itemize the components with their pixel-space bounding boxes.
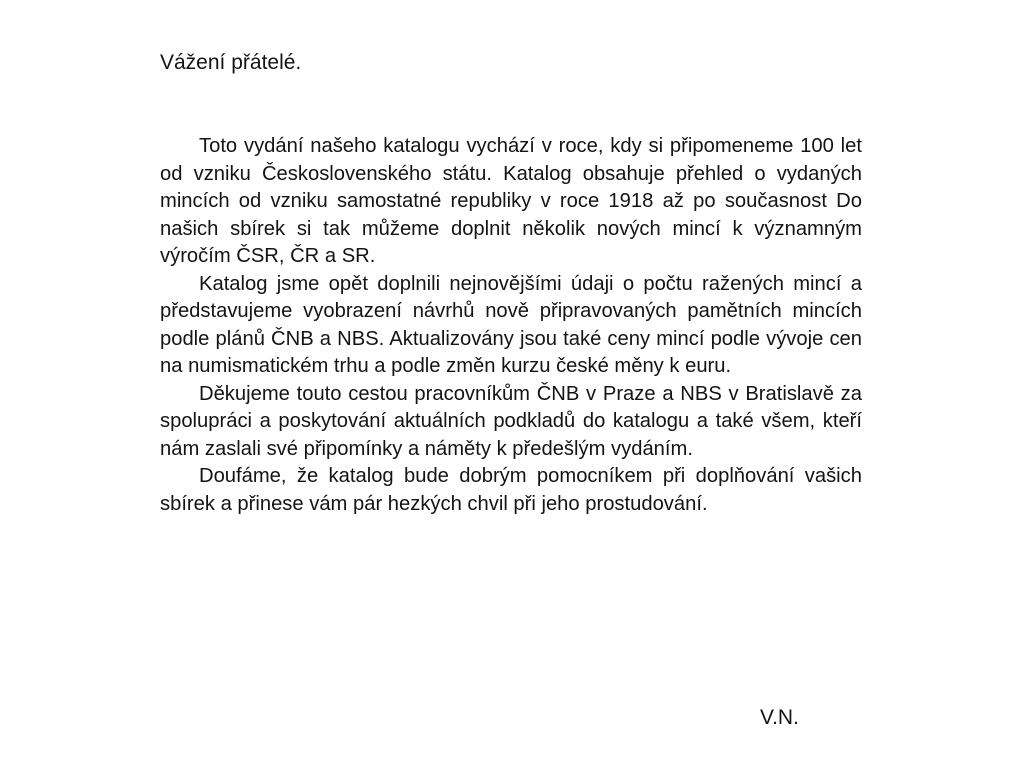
letter-paragraph: Katalog jsme opět doplnili nejnovějšími údaji o počtu ražených mincí a představujeme vyobrazení návrhů nově připravovaných pamětních mincích podle plánů ČNB a NBS. Aktualizovány jsou také ceny mincí podle vývoje cen na numismatickém trhu a podle změn kurzu české měny k euru.: [160, 272, 862, 377]
letter-paragraph: Děkujeme touto cestou pracovníkům ČNB v Praze a NBS v Bratislavě za spolupráci a poskytování aktuálních podkladů do katalogu a také všem, kteří nám zaslali své připomínky a náměty k předešlým vydáním.: [160, 382, 862, 460]
letter-paragraph: Toto vydání našeho katalogu vychází v roce, kdy si připomeneme 100 let od vzniku Československého státu. Katalog obsahuje přehled o vydaných mincích od vzniku samostatné republiky v roce 1918 až po současnost Do našich sbírek si tak můžeme doplnit několik nových mincí k významným výročím ČSR, ČR a SR.: [160, 135, 862, 267]
letter-greeting: Vážení přátelé.: [160, 51, 302, 74]
letter-paragraph: Doufáme, že katalog bude dobrým pomocníkem při doplňování vašich sbírek a přinese vám pár hezkých chvil při jeho prostudování.: [160, 465, 862, 515]
letter-body: [160, 133, 862, 518]
letter-signature: V.N.: [760, 706, 799, 729]
